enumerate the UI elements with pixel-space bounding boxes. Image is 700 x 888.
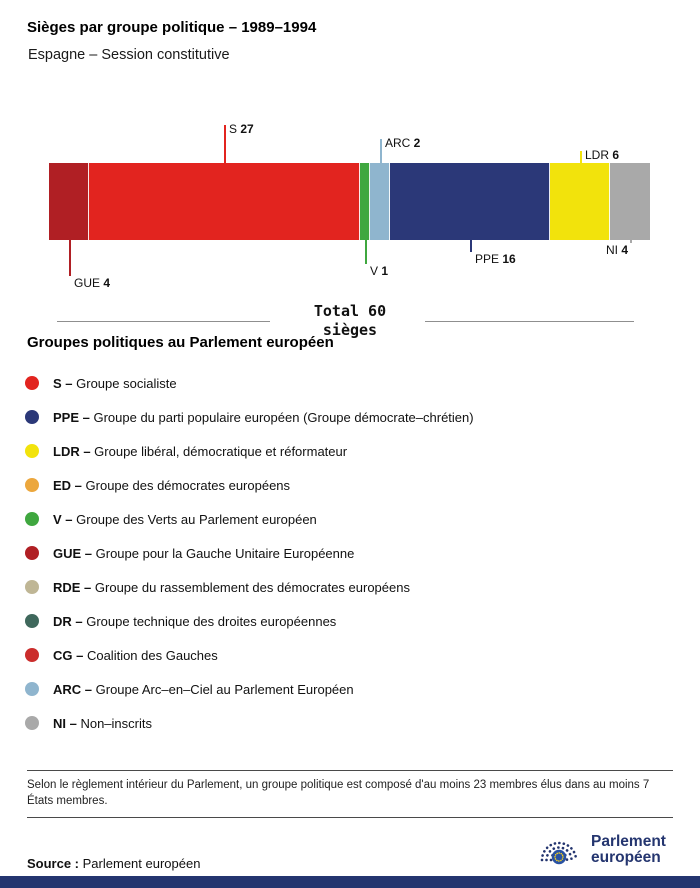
legend-dot-gue — [25, 546, 39, 560]
logo-line1: Parlement — [591, 833, 666, 850]
note-divider-top — [27, 770, 673, 771]
legend-item-ldr — [25, 434, 474, 468]
legend-item-gue — [25, 536, 474, 570]
legend-item-rde — [25, 570, 474, 604]
legend-label-ppe: PPE – Groupe du parti populaire européen (Groupe démocrate–chrétien) — [53, 409, 474, 425]
bar-segment-ppe[interactable] — [390, 163, 550, 240]
legend-label-dr: DR – Groupe technique des droites européennes — [53, 613, 337, 629]
callout-line-arc — [380, 139, 382, 163]
total-seats-line1: Total 60 — [313, 302, 387, 320]
callout-label-ppe: PPE 16 — [475, 252, 516, 266]
bar-segment-v[interactable] — [360, 163, 370, 240]
legend-label-s: S – Groupe socialiste — [53, 375, 177, 391]
legend-dot-ppe — [25, 410, 39, 424]
hemicycle-eu-flag-icon — [536, 829, 582, 871]
legend-label-ed: ED – Groupe des démocrates européens — [53, 477, 291, 493]
callout-line-ni — [630, 240, 632, 243]
callout-line-v — [365, 240, 367, 264]
bar-segment-ldr[interactable] — [550, 163, 610, 240]
stacked-bar — [49, 163, 650, 240]
legend-dot-s — [25, 376, 39, 390]
bar-segment-arc[interactable] — [370, 163, 390, 240]
parlement-europeen-logo — [536, 829, 666, 871]
legend — [25, 366, 474, 740]
legend-dot-cg — [25, 648, 39, 662]
legend-label-rde: RDE – Groupe du rassemblement des démocrates européens — [53, 579, 410, 595]
page-title: Sièges par groupe politique – 1989–1994 — [27, 19, 317, 36]
legend-label-v: V – Groupe des Verts au Parlement européen — [53, 511, 317, 527]
callout-line-ppe — [470, 240, 472, 252]
source-label: Source : — [27, 856, 80, 871]
callout-line-s — [224, 125, 226, 163]
legend-dot-ed — [25, 478, 39, 492]
legend-item-arc — [25, 672, 474, 706]
legend-item-ed — [25, 468, 474, 502]
callout-line-gue — [69, 240, 71, 276]
total-divider-right — [425, 321, 634, 322]
bar-segment-s[interactable] — [89, 163, 359, 240]
callout-label-ni: NI 4 — [605, 243, 628, 257]
legend-heading: Groupes politiques au Parlement européen — [27, 334, 334, 351]
note-divider-bottom — [27, 817, 673, 818]
legend-dot-dr — [25, 614, 39, 628]
bottom-brand-strip — [0, 876, 700, 888]
total-divider-left — [57, 321, 270, 322]
legend-dot-v — [25, 512, 39, 526]
logo-line2: européen — [591, 849, 661, 866]
legend-dot-arc — [25, 682, 39, 696]
legend-label-gue: GUE – Groupe pour la Gauche Unitaire Européenne — [53, 545, 355, 561]
callout-label-v: V 1 — [370, 264, 389, 278]
legend-dot-rde — [25, 580, 39, 594]
callout-label-arc: ARC 2 — [385, 136, 421, 150]
legend-item-ppe — [25, 400, 474, 434]
bar-segment-ni[interactable] — [610, 163, 650, 240]
total-seats-line2: sièges — [322, 321, 378, 339]
legend-label-cg: CG – Coalition des Gauches — [53, 647, 218, 663]
legend-dot-ni — [25, 716, 39, 730]
callout-label-gue: GUE 4 — [74, 276, 111, 290]
legend-label-ni: NI – Non–inscrits — [53, 715, 152, 731]
legend-item-dr — [25, 604, 474, 638]
bar-segment-gue[interactable] — [49, 163, 89, 240]
legend-label-ldr: LDR – Groupe libéral, démocratique et réformateur — [53, 443, 348, 459]
page-subtitle: Espagne – Session constitutive — [28, 47, 230, 63]
callout-line-ldr — [580, 151, 582, 163]
callout-label-s: S 27 — [229, 122, 254, 136]
legend-dot-ldr — [25, 444, 39, 458]
footnote: Selon le règlement intérieur du Parlement, un groupe politique est composé d'au moins 23 membres élus dans au moins 7 États membres. — [27, 779, 650, 807]
legend-item-s — [25, 366, 474, 400]
legend-item-v — [25, 502, 474, 536]
legend-item-ni — [25, 706, 474, 740]
source-value: Parlement européen — [82, 856, 201, 871]
source-line — [27, 856, 200, 871]
legend-item-cg — [25, 638, 474, 672]
logo-wordmark — [591, 834, 666, 866]
callout-label-ldr: LDR 6 — [585, 148, 620, 162]
legend-label-arc: ARC – Groupe Arc–en–Ciel au Parlement Européen — [53, 681, 354, 697]
